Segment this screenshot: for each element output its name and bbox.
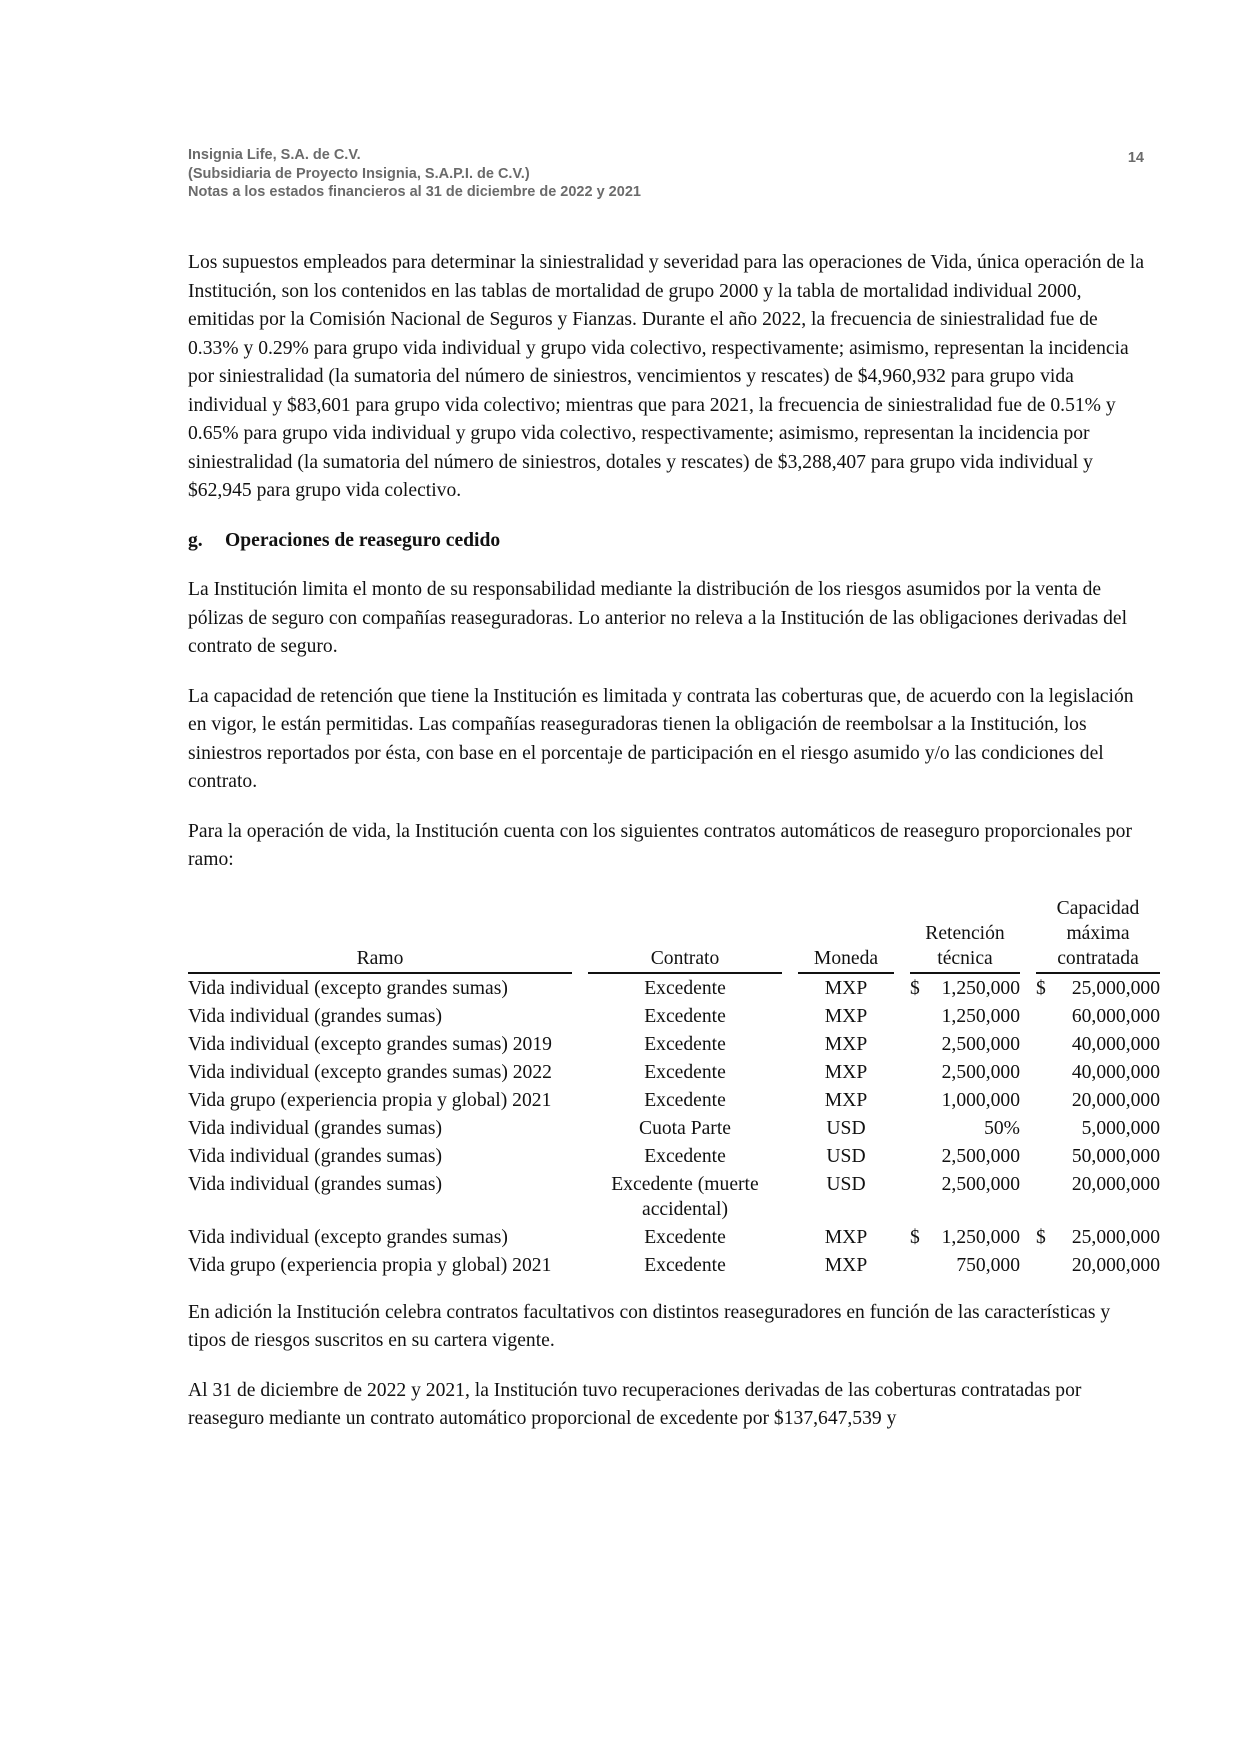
retencion-value: 1,250,000	[941, 977, 1020, 999]
table-row	[188, 1142, 1160, 1170]
table-row	[188, 1251, 1160, 1279]
table-row	[188, 1058, 1160, 1086]
cell-ramo: Vida individual (grandes sumas)	[188, 1005, 443, 1027]
document-body	[188, 249, 1160, 1455]
notes-title: Notas a los estados financieros al 31 de diciembre de 2022 y 2021	[188, 184, 641, 200]
capacidad-value: 40,000,000	[1071, 1033, 1160, 1055]
cell-capacidad	[1036, 1002, 1160, 1030]
cell-contrato: Excedente	[644, 977, 726, 999]
cell-contrato: Excedente	[644, 1254, 726, 1276]
cell-retencion	[910, 1251, 1020, 1279]
currency-symbol: $	[1036, 1226, 1046, 1248]
cell-capacidad	[1036, 1142, 1160, 1170]
parent-company: (Subsidiaria de Proyecto Insignia, S.A.P.I. de C.V.)	[188, 165, 530, 182]
company-name: Insignia Life, S.A. de C.V.	[188, 147, 361, 163]
cell-retencion	[910, 1030, 1020, 1058]
header-ramo: Ramo	[188, 896, 572, 974]
retencion-value: 1,250,000	[941, 1226, 1020, 1248]
page-header	[188, 146, 1128, 202]
cell-retencion	[910, 1114, 1020, 1142]
cell-retencion	[910, 1170, 1020, 1223]
cell-ramo: Vida grupo (experiencia propia y global) 2021	[188, 1254, 552, 1276]
retencion-value: 1,250,000	[941, 1005, 1020, 1027]
table-row	[188, 1114, 1160, 1142]
table-row	[188, 1086, 1160, 1114]
cell-contrato: Excedente (muerte accidental)	[611, 1173, 759, 1220]
capacidad-value: 40,000,000	[1071, 1061, 1160, 1083]
section-letter: g.	[188, 529, 203, 551]
cell-contrato: Excedente	[644, 1033, 726, 1055]
cell-moneda: MXP	[824, 977, 868, 999]
cell-moneda: MXP	[824, 1089, 868, 1111]
page-number: 14	[1127, 150, 1144, 166]
cell-retencion	[910, 1086, 1020, 1114]
retencion-value: 2,500,000	[941, 1033, 1020, 1055]
cell-contrato: Excedente	[644, 1089, 726, 1111]
paragraph-facultative: En adición la Institución celebra contratos facultativos con distintos reaseguradores en función de las características y tipos de riesgos suscritos en su cartera vigente.	[188, 1301, 1111, 1351]
cell-moneda: USD	[826, 1173, 866, 1195]
cell-moneda: MXP	[824, 1254, 868, 1276]
section-title: Operaciones de reaseguro cedido	[225, 529, 501, 551]
capacidad-value: 20,000,000	[1071, 1089, 1160, 1111]
retencion-value: 750,000	[956, 1254, 1020, 1276]
table-row	[188, 1223, 1160, 1251]
cell-capacidad	[1036, 974, 1160, 1002]
cell-moneda: MXP	[824, 1061, 868, 1083]
header-retencion: Retención técnica	[910, 896, 1020, 974]
retencion-value: 2,500,000	[941, 1061, 1020, 1083]
capacidad-value: 20,000,000	[1071, 1173, 1160, 1195]
cell-ramo: Vida grupo (experiencia propia y global) 2021	[188, 1089, 552, 1111]
cell-contrato: Excedente	[644, 1145, 726, 1167]
header-moneda: Moneda	[798, 896, 894, 974]
retencion-value: 50%	[984, 1117, 1020, 1139]
table-header-row	[188, 896, 1160, 974]
cell-moneda: MXP	[824, 1226, 868, 1248]
retencion-value: 2,500,000	[941, 1145, 1020, 1167]
capacidad-value: 20,000,000	[1071, 1254, 1160, 1276]
cell-capacidad	[1036, 1058, 1160, 1086]
cell-capacidad	[1036, 1086, 1160, 1114]
paragraph-responsibility: La Institución limita el monto de su responsabilidad mediante la distribución de los riesgos asumidos por la venta de pólizas de seguro con compañías reaseguradoras. Lo anterior no releva a la Institución de las obligaciones derivadas del contrato de seguro.	[188, 579, 1128, 657]
table-row	[188, 1030, 1160, 1058]
capacidad-value: 25,000,000	[1071, 977, 1160, 999]
cell-ramo: Vida individual (grandes sumas)	[188, 1145, 443, 1167]
paragraph-retention: La capacidad de retención que tiene la Institución es limitada y contrata las coberturas que, de acuerdo con la legislación en vigor, le están permitidas. Las compañías reaseguradoras tienen la obligación de reembolsar a la Institución, los siniestros reportados por ésta, con base en el porcentaje de participación en el riesgo asumido y/o las condiciones del contrato.	[188, 685, 1134, 792]
currency-symbol: $	[1036, 977, 1046, 999]
cell-moneda: MXP	[824, 1033, 868, 1055]
currency-symbol: $	[910, 1226, 920, 1248]
table-body	[188, 974, 1160, 1279]
capacidad-value: 60,000,000	[1071, 1005, 1160, 1027]
cell-capacidad	[1036, 1170, 1160, 1223]
cell-ramo: Vida individual (grandes sumas)	[188, 1117, 443, 1139]
cell-contrato: Excedente	[644, 1005, 726, 1027]
cell-contrato: Excedente	[644, 1226, 726, 1248]
cell-retencion	[910, 1142, 1020, 1170]
cell-retencion	[910, 974, 1020, 1002]
paragraph-contracts-intro: Para la operación de vida, la Institución cuenta con los siguientes contratos automáticos de reaseguro proporcionales por ramo:	[188, 820, 1133, 870]
cell-ramo: Vida individual (excepto grandes sumas)	[188, 1226, 508, 1248]
capacidad-value: 50,000,000	[1071, 1145, 1160, 1167]
cell-contrato: Cuota Parte	[639, 1117, 731, 1139]
cell-ramo: Vida individual (grandes sumas)	[188, 1173, 443, 1195]
cell-retencion	[910, 1002, 1020, 1030]
cell-moneda: USD	[826, 1117, 866, 1139]
currency-symbol: $	[910, 977, 920, 999]
reinsurance-table	[188, 896, 1160, 1279]
cell-capacidad	[1036, 1223, 1160, 1251]
cell-ramo: Vida individual (excepto grandes sumas) 2019	[188, 1033, 552, 1055]
capacidad-value: 25,000,000	[1071, 1226, 1160, 1248]
header-capacidad: Capacidad máxima contratada	[1036, 896, 1160, 974]
header-contrato: Contrato	[588, 896, 782, 974]
cell-moneda: USD	[826, 1145, 866, 1167]
cell-moneda: MXP	[824, 1005, 868, 1027]
table-row	[188, 974, 1160, 1002]
cell-retencion	[910, 1223, 1020, 1251]
paragraph-assumptions: Los supuestos empleados para determinar la siniestralidad y severidad para las operaciones de Vida, única operación de la Institución, son los contenidos en las tablas de mortalidad de grupo 2000 y la tabla de mortalidad individual 2000, emitidas por la Comisión Nacional de Seguros y Fianzas. Durante el año 2022, la frecuencia de siniestralidad fue de 0.33% y 0.29% para grupo vida individual y grupo vida colectivo, respectivamente; asimismo, representan la incidencia por siniestralidad (la sumatoria del número de siniestros, vencimientos y rescates) de $4,960,932 para grupo vida individual y $83,601 para grupo vida colectivo; mientras que para 2021, la frecuencia de siniestralidad fue de 0.51% y 0.65% para grupo vida individual y grupo vida colectivo, respectivamente; asimismo, representan la incidencia por siniestralidad (la sumatoria del número de siniestros, dotales y rescates) de $3,288,407 para grupo vida individual y $62,945 para grupo vida colectivo.	[188, 252, 1145, 501]
retencion-value: 2,500,000	[941, 1173, 1020, 1195]
table-row	[188, 1170, 1160, 1223]
retencion-value: 1,000,000	[941, 1089, 1020, 1111]
cell-capacidad	[1036, 1030, 1160, 1058]
cell-ramo: Vida individual (excepto grandes sumas)	[188, 977, 508, 999]
cell-contrato: Excedente	[644, 1061, 726, 1083]
capacidad-value: 5,000,000	[1081, 1117, 1160, 1139]
cell-retencion	[910, 1058, 1020, 1086]
cell-capacidad	[1036, 1114, 1160, 1142]
paragraph-recoveries: Al 31 de diciembre de 2022 y 2021, la Institución tuvo recuperaciones derivadas de las coberturas contratadas por reaseguro mediante un contrato automático proporcional de excedente por $137,647,539 y	[188, 1379, 1082, 1429]
section-heading	[188, 527, 1150, 556]
table-row	[188, 1002, 1160, 1030]
cell-ramo: Vida individual (excepto grandes sumas) 2022	[188, 1061, 552, 1083]
cell-capacidad	[1036, 1251, 1160, 1279]
